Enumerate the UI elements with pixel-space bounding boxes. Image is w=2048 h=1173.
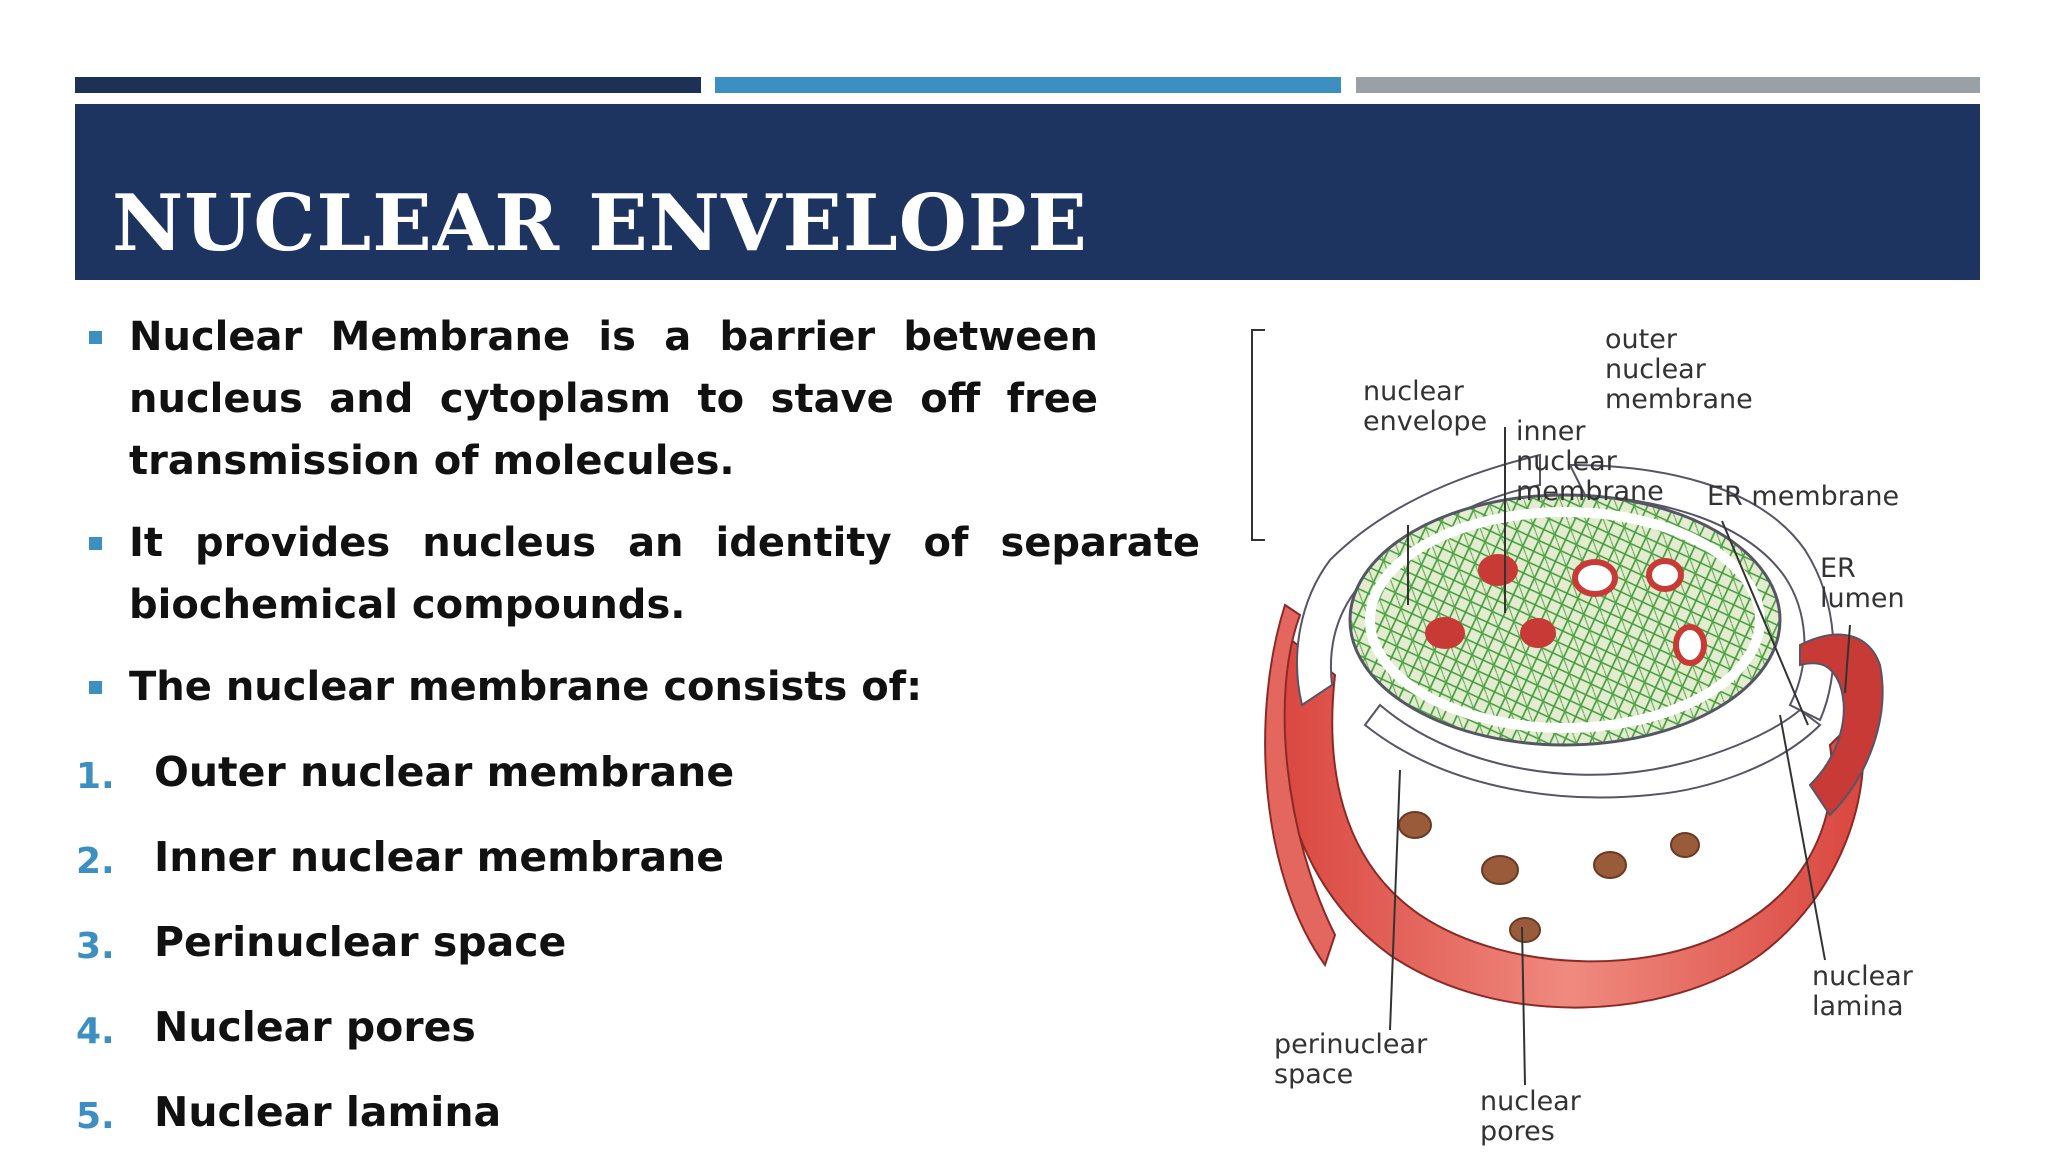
envelope-bracket <box>1252 330 1265 540</box>
pore-wall <box>1671 833 1699 857</box>
square-bullet-icon <box>89 331 102 344</box>
slide-title: NUCLEAR ENVELOPE <box>112 178 1088 269</box>
label-outer-nuclear-membrane: outer nuclear membrane <box>1605 324 1753 415</box>
square-bullet-icon <box>89 537 102 550</box>
label-er-lumen: ER lumen <box>1820 553 1905 614</box>
label-inner-nuclear-membrane: inner nuclear membrane <box>1516 416 1664 507</box>
label-nuclear-envelope: nuclear envelope <box>1363 376 1488 437</box>
top-accent-bar-gray <box>1356 77 1980 93</box>
pore-wall <box>1482 856 1518 884</box>
list-number: 4. <box>76 1011 115 1052</box>
bullet-item <box>86 656 1131 718</box>
bullet-text: It provides nucleus an identity of separate biochemical compounds. <box>129 520 1200 628</box>
top-accent-bar-blue <box>715 77 1341 93</box>
list-item-text: Nuclear pores <box>154 1003 476 1051</box>
label-perinuclear-space: perinuclear space <box>1274 1029 1428 1090</box>
pore-wall <box>1399 812 1431 838</box>
pore-interior <box>1649 561 1681 589</box>
bullet-list <box>86 306 1200 738</box>
nuclear-envelope-diagram <box>1240 315 1940 1150</box>
square-bullet-icon <box>89 681 102 694</box>
list-item-text: Inner nuclear membrane <box>154 833 725 881</box>
bullet-item <box>86 306 1098 492</box>
list-item-text: Perinuclear space <box>154 918 567 966</box>
list-number: 5. <box>76 1096 115 1137</box>
list-item-text: Nuclear lamina <box>154 1088 502 1136</box>
pore-interior <box>1478 554 1518 586</box>
nuclear-lamina-interior <box>1350 495 1780 745</box>
top-accent-bar-navy <box>75 77 701 93</box>
bullet-item <box>86 512 1200 636</box>
label-nuclear-lamina: nuclear lamina <box>1812 961 1913 1022</box>
pore-interior <box>1676 627 1704 663</box>
pore-interior <box>1520 618 1556 648</box>
pore-interior <box>1425 617 1465 649</box>
list-number: 2. <box>76 841 115 882</box>
pore-wall <box>1594 852 1626 878</box>
list-number: 1. <box>76 756 115 797</box>
bullet-text: The nuclear membrane consists of: <box>129 664 923 710</box>
label-nuclear-pores: nuclear pores <box>1480 1086 1581 1147</box>
pore-interior <box>1575 562 1615 594</box>
label-er-membrane: ER membrane <box>1707 481 1900 512</box>
list-number: 3. <box>76 926 115 967</box>
list-item-text: Outer nuclear membrane <box>154 748 735 796</box>
bullet-text: Nuclear Membrane is a barrier between nucleus and cytoplasm to stave off free transmission of molecules. <box>129 314 1098 484</box>
pore-wall <box>1510 918 1540 942</box>
